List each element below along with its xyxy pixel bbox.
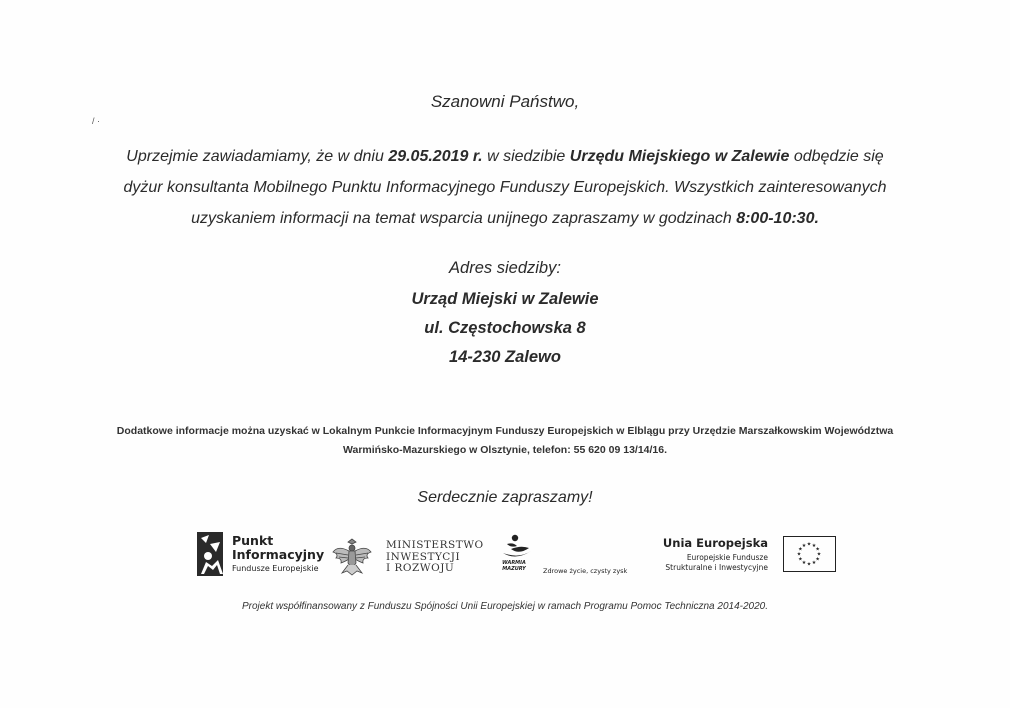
eu-star-icon: ★ [798, 546, 803, 553]
unia-europejska-title: Unia Europejska [662, 536, 768, 550]
ministerstwo-line: MINISTERSTWO [386, 539, 484, 551]
punkt-informacyjny-title [232, 534, 324, 562]
eu-subtitle-line: Strukturalne i Inwestycyjne [665, 563, 768, 572]
eu-flag-icon [783, 536, 836, 572]
paragraph-text: w siedzibie [482, 148, 570, 165]
ministerstwo-line: INWESTYCJI [386, 550, 461, 563]
eu-star-icon: ★ [801, 542, 807, 549]
warmia-mazury-logo [497, 533, 637, 577]
eu-star-icon: ★ [811, 542, 817, 549]
warmia-mazury-icon [499, 533, 533, 561]
paragraph-line-1 [0, 148, 1010, 166]
brand-line: MAZURY [502, 565, 526, 572]
address-label: Adres siedziby: [449, 259, 561, 277]
warmia-mazury-brand [497, 561, 531, 572]
eu-subtitle-line: Europejskie Fundusze [686, 553, 768, 562]
brand-line: WARMIA [502, 560, 526, 566]
address-city: 14-230 Zalewo [449, 348, 561, 366]
eagle-emblem-icon [330, 535, 374, 579]
eu-stars-icon [784, 537, 834, 570]
eu-star-icon: ★ [816, 551, 822, 558]
greeting: Szanowni Państwo, [430, 92, 580, 111]
punkt-informacyjny-subtitle: Fundusze Europejskie [232, 564, 319, 573]
ministerstwo-name [386, 540, 484, 575]
meeting-date: 29.05.2019 r. [388, 148, 483, 165]
eu-star-icon: ★ [806, 561, 812, 568]
additional-info-line-1: Dodatkowe informacje można uzyskać w Lokalnym Punkcie Informacyjnym Funduszy Europejskich w Elblągu przy Urzędzie Marszałkowskim Województwa [116, 425, 894, 437]
eu-star-icon: ★ [798, 556, 803, 563]
punkt-informacyjny-icon [196, 530, 226, 578]
address-name: Urząd Miejski w Zalewie [411, 290, 599, 308]
paragraph-text: odbędzie się [789, 148, 884, 165]
punkt-informacyjny-logo [196, 530, 326, 580]
scan-mark: / · [92, 116, 100, 126]
eu-star-icon: ★ [815, 556, 820, 563]
paragraph-text: Uprzejmie zawiadamiamy, że w dniu [126, 148, 389, 165]
eu-star-icon: ★ [796, 551, 802, 558]
paragraph-line-2: dyżur konsultanta Mobilnego Punktu Informacyjnego Funduszy Europejskich. Wszystkich zainteresowanych [123, 179, 887, 196]
paragraph-line-3 [0, 210, 1010, 228]
office-name: Urzędu Miejskiego w Zalewie [569, 148, 790, 165]
logo-title-line: Punkt [232, 533, 274, 548]
ministerstwo-line: I ROZWOJU [386, 562, 455, 574]
eu-star-icon: ★ [806, 541, 812, 548]
eu-star-icon: ★ [801, 560, 807, 567]
unia-europejska-subtitle [665, 553, 768, 573]
additional-info-line-2: Warmińsko-Mazurskiego w Olsztynie, telefon: 55 620 09 13/14/16. [342, 444, 668, 456]
eu-star-icon: ★ [811, 560, 817, 567]
ministerstwo-logo [330, 535, 490, 581]
footer-note: Projekt współfinansowany z Funduszu Spójności Unii Europejskiej w ramach Programu Pomoc Techniczna 2014-2020. [241, 601, 768, 612]
logo-title-line: Informacyjny [232, 547, 325, 562]
warmia-mazury-tagline: Zdrowe życie, czysty zysk [543, 567, 628, 575]
closing: Serdecznie zapraszamy! [417, 489, 593, 506]
unia-europejska-logo [656, 536, 836, 580]
eu-star-icon: ★ [815, 546, 820, 553]
paragraph-text: uzyskaniem informacji na temat wsparcia unijnego zapraszamy w godzinach [191, 210, 737, 227]
meeting-hours: 8:00-10:30. [736, 210, 819, 227]
address-street: ul. Częstochowska 8 [424, 319, 586, 337]
